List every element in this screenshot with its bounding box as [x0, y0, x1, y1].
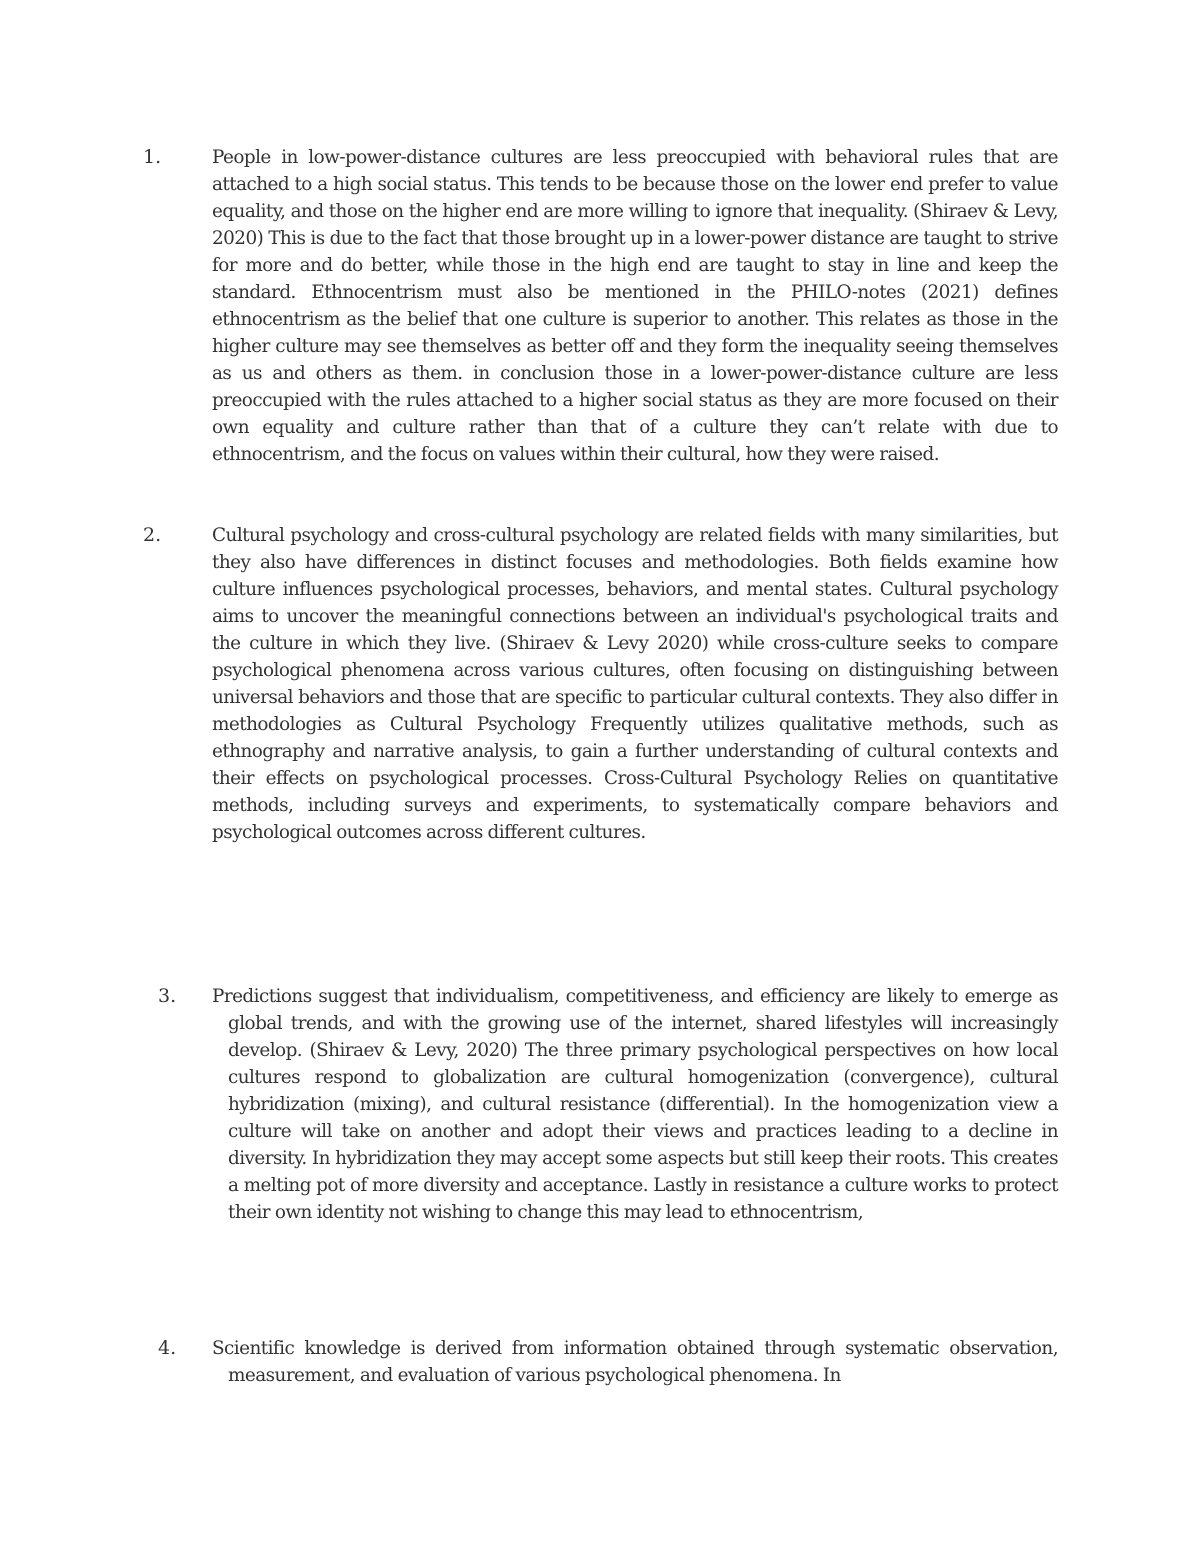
item-paragraph: Scientific knowledge is derived from information obtained through systematic observation, measurement, and evaluation of various psychological phenomena. In: [212, 1338, 1058, 1386]
item-number: 2.: [143, 524, 162, 546]
item-paragraph: People in low-power-distance cultures are less preoccupied with behavioral rules that are attached to a high social status. This tends to be because those on the lower end prefer to value equality, and those on the higher end are more willing to ignore that inequality. (Shiraev & Levy, 2020) This is due to the fact that those brought up in a lower-power distance are taught to strive for more and do better, while those in the high end are taught to stay in line and keep the standard. Ethnocentrism must also be mentioned in the PHILO-notes (2021) defines ethnocentrism as the belief that one culture is superior to another. This relates as those in the higher culture may see themselves as better off and they form the inequality seeing themselves as us and others as them. in conclusion those in a lower-power-distance culture are less preoccupied with the rules attached to a higher social status as they are more focused on their own equality and culture rather than that of a culture they can’t relate with due to ethnocentrism, and the focus on values within their cultural, how they were raised.: [212, 147, 1058, 465]
item-number: 4.: [158, 1337, 177, 1359]
item-number: 3.: [158, 985, 177, 1007]
item-number: 1.: [143, 146, 162, 168]
item-paragraph: Predictions suggest that individualism, competitiveness, and efficiency are likely to emerge as global trends, and with the growing use of the internet, shared lifestyles will increasingly develop. (Shiraev & Levy, 2020) The three primary psychological perspectives on how local cultures respond to globalization are cultural homogenization (convergence), cultural hybridization (mixing), and cultural resistance (differential). In the homogenization view a culture will take on another and adopt their views and practices leading to a decline in diversity. In hybridization they may accept some aspects but still keep their roots. This creates a melting pot of more diversity and acceptance. Lastly in resistance a culture works to protect their own identity not wishing to change this may lead to ethnocentrism,: [212, 986, 1058, 1223]
item-paragraph: Cultural psychology and cross-cultural psychology are related fields with many similarities, but they also have differences in distinct focuses and methodologies. Both fields examine how culture influences psychological processes, behaviors, and mental states. Cultural psychology aims to uncover the meaningful connections between an individual's psychological traits and the culture in which they live. (Shiraev & Levy 2020) while cross-culture seeks to compare psychological phenomena across various cultures, often focusing on distinguishing between universal behaviors and those that are specific to particular cultural contexts. They also differ in methodologies as Cultural Psychology Frequently utilizes qualitative methods, such as ethnography and narrative analysis, to gain a further understanding of cultural contexts and their effects on psychological processes. Cross-Cultural Psychology Relies on quantitative methods, including surveys and experiments, to systematically compare behaviors and psychological outcomes across different cultures.: [212, 525, 1058, 843]
